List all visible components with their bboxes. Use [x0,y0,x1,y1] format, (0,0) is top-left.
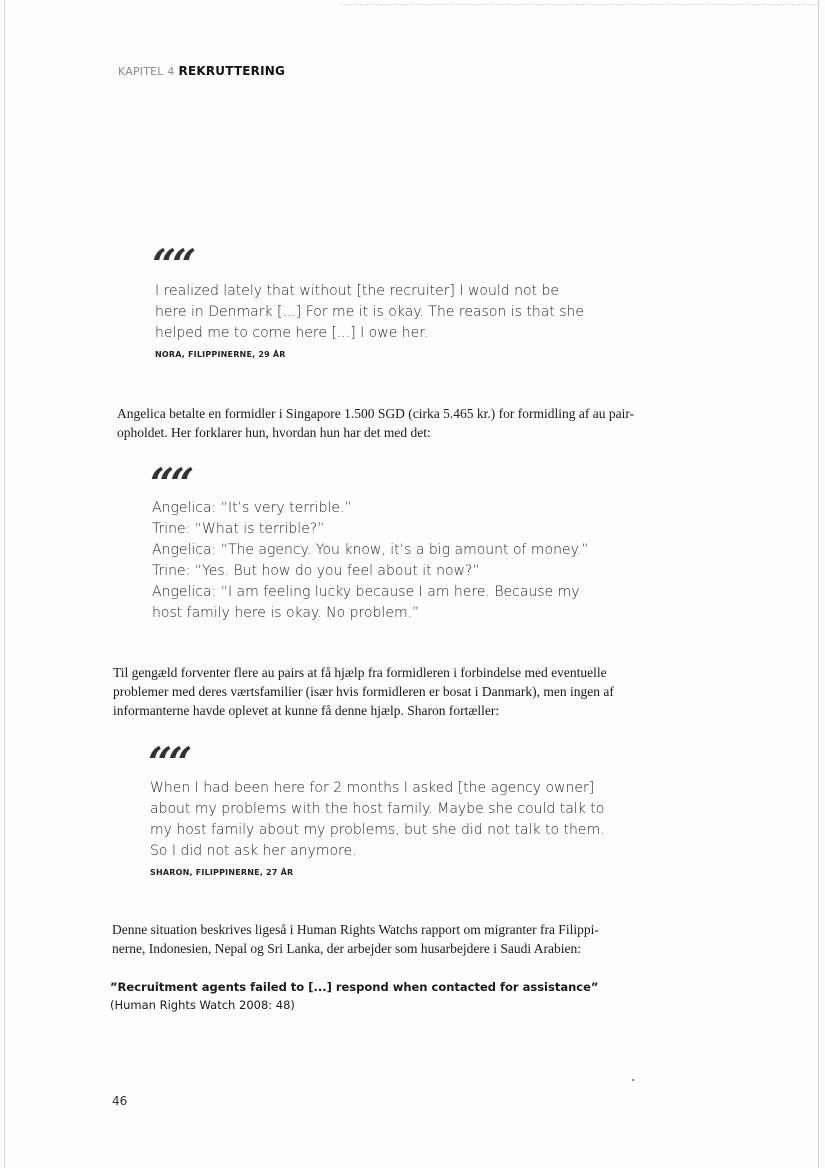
quote-line: helped me to come here [...] I owe her. [155,325,429,341]
body-paragraph [117,404,634,442]
body-paragraph [112,920,599,958]
paragraph-line: Denne situation beskrives ligeså i Human Rights Watchs rapport om migranter fra Filippi- [112,922,599,937]
quote-line: here in Denmark [...] For me it is okay. The reason is that she [155,304,585,320]
quote-sharon [150,778,605,862]
quote-mark-icon: ““ [150,459,191,508]
quote-line: Angelica: “The agency. You know, it’s a big amount of money.” [152,542,589,558]
quote-line: my host family about my problems, but she did not talk to them. [150,822,605,838]
quote-line: Trine: “What is terrible?” [152,521,325,537]
quote-line: Angelica: “I am feeling lucky because I am here. Because my [152,584,580,600]
citation-source: (Human Rights Watch 2008: 48) [110,998,295,1012]
paragraph-line: Til gengæld forventer flere au pairs at få hjælp fra formidleren i forbindelse med eventuelle [113,665,607,680]
quote-mark-icon: ““ [152,240,193,289]
quote-dialogue [152,498,589,624]
quote-line: host family here is okay. No problem.” [152,605,420,621]
running-header [118,64,285,78]
quote-line: I realized lately that without [the recruiter] I would not be [155,283,559,299]
quote-nora [155,281,584,344]
body-paragraph [113,663,614,720]
quote-line: Trine: “Yes. But how do you feel about it now?” [152,563,480,579]
scan-speck [632,1079,634,1081]
paragraph-line: informanterne havde oplevet at kunne få denne hjælp. Sharon fortæller: [113,703,500,718]
quote-attribution: NORA, FILIPPINERNE, 29 ÅR [155,350,286,359]
quote-line: Angelica: “It’s very terrible.” [152,500,352,516]
quote-line: about my problems with the host family. Maybe she could talk to [150,801,605,817]
citation-block [110,978,598,1014]
chapter-label: KAPITEL 4 [118,65,175,78]
quote-line: So I did not ask her anymore. [150,843,357,859]
paragraph-line: nerne, Indonesien, Nepal og Sri Lanka, der arbejder som husarbejdere i Saudi Arabien: [112,941,581,956]
scan-left-edge [4,0,5,1168]
paragraph-line: problemer med deres værtsfamilier (især hvis formidleren er bosat i Danmark), men ingen af [113,684,614,699]
scan-right-edge [818,0,819,1168]
page-number: 46 [112,1094,128,1108]
quote-mark-icon: ““ [148,738,189,787]
quote-line: When I had been here for 2 months I asked [the agency owner] [150,780,595,796]
scan-top-edge [340,4,820,5]
paragraph-line: Angelica betalte en formidler i Singapore 1.500 SGD (cirka 5.465 kr.) for formidling af au pair- [117,406,635,421]
quote-attribution: SHARON, FILIPPINERNE, 27 ÅR [150,868,294,877]
section-title: REKRUTTERING [178,64,286,78]
paragraph-line: opholdet. Her forklarer hun, hvordan hun har det med det: [117,425,431,440]
citation-quote: ”Recruitment agents failed to [...] respond when contacted for assistance” [110,980,599,994]
